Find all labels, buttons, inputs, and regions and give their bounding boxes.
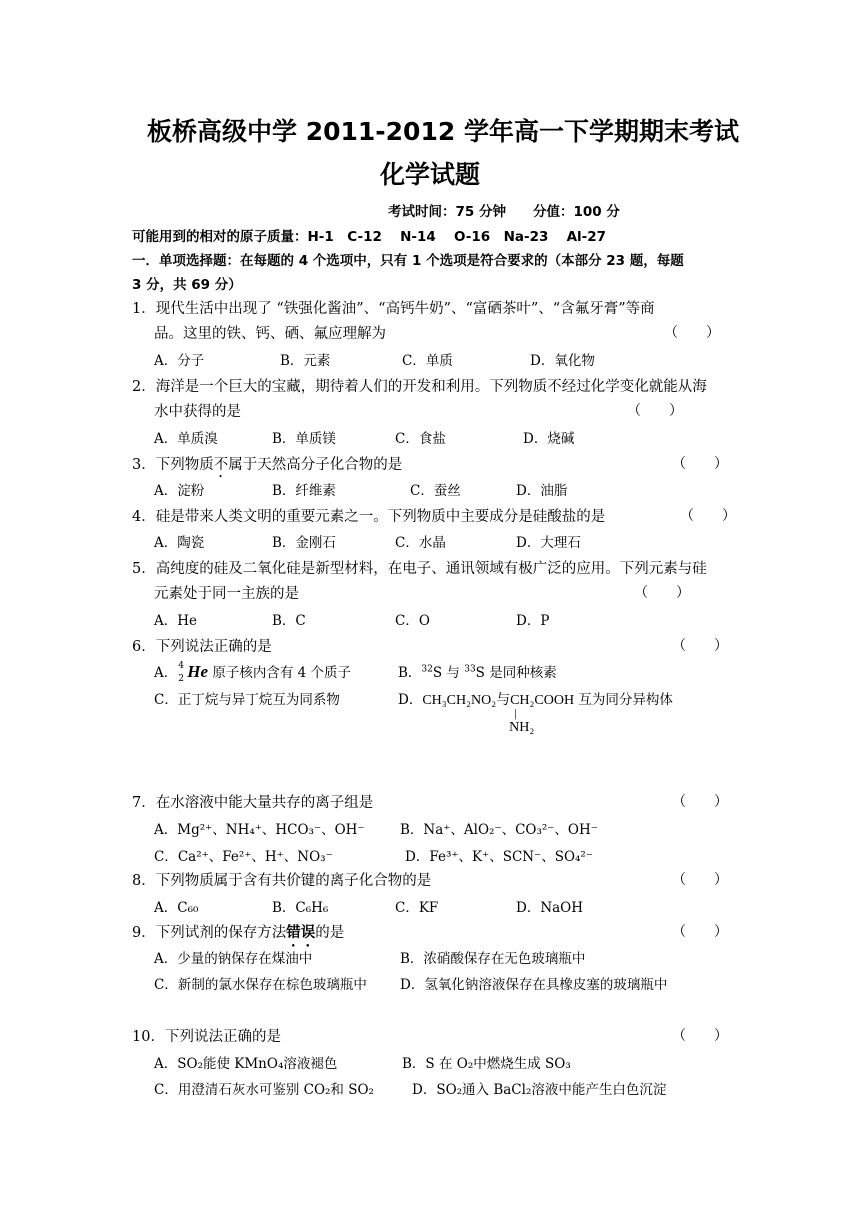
q9-stem-emphasis: 错误: [286, 924, 316, 941]
q5-option-c[interactable]: C．O: [395, 613, 430, 629]
q1-option-c[interactable]: C．单质: [402, 353, 453, 369]
page-subtitle: 化学试题: [380, 160, 481, 189]
q6-s33-mass: 33: [464, 664, 476, 675]
q10-option-b[interactable]: B．S 在 O₂中燃烧生成 SO₃: [402, 1056, 571, 1072]
q6-formula-and: 与: [496, 693, 511, 708]
q3-option-d[interactable]: D．油脂: [516, 483, 568, 499]
q4-option-b[interactable]: B．金刚石: [272, 535, 336, 551]
q8-option-c[interactable]: C．KF: [395, 900, 439, 916]
q6-option-a-label: A．: [154, 665, 178, 681]
q4-option-a[interactable]: A．陶瓷: [154, 535, 205, 551]
q6-formula-nitro: CH₃CH₂NO₂: [422, 693, 497, 708]
q3-option-b[interactable]: B．纤维素: [272, 483, 336, 499]
q6-answer-blank[interactable]: （ ）: [672, 638, 728, 654]
q7-option-c[interactable]: C．Ca²⁺、Fe²⁺、H⁺、NO₃⁻: [154, 849, 333, 865]
q9-stem-post: 的是: [315, 925, 345, 941]
q6-nuclide-notation: [177, 660, 187, 684]
page-title: 板桥高级中学 2011-2012 学年高一下学期期末考试: [147, 117, 739, 146]
q6-option-b-label: B．: [398, 665, 422, 681]
q3-option-a[interactable]: A．淀粉: [154, 483, 205, 499]
q8-option-d[interactable]: D．NaOH: [516, 900, 584, 916]
q6-option-d[interactable]: [398, 688, 673, 735]
q5-stem: 5．高纯度的硅及二氧化硅是新型材料，在电子、通讯领域有极广泛的应用。下列元素与硅: [132, 561, 707, 577]
q6-option-d-text: 互为同分异构体: [578, 692, 673, 708]
q6-formula-amino-main: CH₂COOH: [510, 693, 575, 708]
q2-stem-cont: 水中获得的是: [154, 404, 241, 420]
q6-formula-bond: |: [514, 706, 517, 720]
q6-option-c[interactable]: C．正丁烷与异丁烷互为同系物: [154, 692, 340, 708]
q6-atomic-number: 2: [178, 673, 184, 684]
q6-option-b-text: S 是同种核素: [475, 665, 557, 681]
q2-answer-blank[interactable]: （ ）: [627, 403, 683, 419]
q6-mass-number: 4: [178, 660, 184, 671]
q6-option-a[interactable]: [154, 661, 351, 682]
q10-option-c[interactable]: C．用澄清石灰水可鉴别 CO₂和 SO₂: [154, 1082, 374, 1098]
q2-option-b[interactable]: B．单质镁: [272, 431, 336, 447]
q3-stem-pre: 3．下列物质: [132, 457, 214, 473]
q4-option-c[interactable]: C．水晶: [395, 535, 446, 551]
q8-option-a[interactable]: A．C₆₀: [154, 900, 199, 916]
q5-stem-cont: 元素处于同一主族的是: [154, 586, 299, 602]
q1-answer-blank[interactable]: （ ）: [664, 325, 720, 341]
section-heading-cont: 3 分，共 69 分）: [132, 277, 242, 293]
q10-answer-blank[interactable]: （ ）: [672, 1028, 728, 1044]
q5-option-b[interactable]: B．C: [272, 613, 306, 629]
q7-option-d[interactable]: D．Fe³⁺、K⁺、SCN⁻、SO₄²⁻: [405, 849, 593, 865]
q1-option-a[interactable]: A．分子: [154, 353, 205, 369]
q6-formula-amino-acid: [509, 693, 575, 735]
q10-stem: 10．下列说法正确的是: [132, 1029, 281, 1045]
atomic-mass-line: 可能用到的相对的原子质量：H-1 C-12 N-14 O-16 Na-23 Al-27: [132, 229, 607, 245]
q2-option-d[interactable]: D．烧碱: [523, 431, 575, 447]
q6-stem: 6．下列说法正确的是: [132, 639, 272, 655]
q5-answer-blank[interactable]: （ ）: [634, 585, 690, 601]
q9-stem: [132, 921, 344, 950]
q9-option-d[interactable]: D．氢氧化钠溶液保存在具橡皮塞的玻璃瓶中: [400, 977, 668, 993]
q2-option-c[interactable]: C．食盐: [395, 431, 446, 447]
q4-answer-blank[interactable]: （ ）: [680, 508, 736, 524]
exam-info: 考试时间：75 分钟 分值：100 分: [388, 204, 620, 220]
q3-option-c[interactable]: C．蚕丝: [410, 483, 461, 499]
q6-formula-nh2: NH₂: [509, 720, 535, 735]
q1-stem: 1．现代生活中出现了 “铁强化酱油”、“高钙牛奶”、“富硒茶叶”、“含氟牙膏”等商: [132, 301, 655, 317]
q2-option-a[interactable]: A．单质溴: [154, 431, 218, 447]
q4-option-d[interactable]: D．大理石: [516, 535, 581, 551]
q7-stem: 7．在水溶液中能大量共存的离子组是: [132, 795, 374, 811]
q8-option-b[interactable]: B．C₆H₆: [272, 900, 329, 916]
q9-stem-pre: 9．下列试剂的保存方法: [132, 925, 287, 941]
q6-option-d-label: D．: [398, 692, 423, 708]
q9-option-a[interactable]: A．少量的钠保存在煤油中: [154, 951, 313, 967]
q1-option-b[interactable]: B．元素: [280, 353, 331, 369]
q3-stem-post: 属于天然高分子化合物的是: [228, 457, 403, 473]
q9-option-c[interactable]: C．新制的氯水保存在棕色玻璃瓶中: [154, 977, 367, 993]
q6-option-b-mid: S 与: [432, 665, 465, 681]
q10-option-d[interactable]: D．SO₂通入 BaCl₂溶液中能产生白色沉淀: [412, 1082, 667, 1098]
q6-s32-mass: 32: [421, 664, 433, 675]
q6-helium-symbol: He: [187, 662, 209, 681]
q6-option-b[interactable]: [398, 661, 557, 681]
q8-stem: 8．下列物质属于含有共价键的离子化合物的是: [132, 873, 432, 889]
q9-answer-blank[interactable]: （ ）: [672, 924, 728, 940]
q10-option-a[interactable]: A．SO₂能使 KMnO₄溶液褪色: [154, 1056, 338, 1072]
q5-option-d[interactable]: D．P: [516, 613, 550, 629]
q3-stem-emphasis: 不: [213, 457, 229, 473]
q8-answer-blank[interactable]: （ ）: [672, 872, 728, 888]
q4-stem: 4．硅是带来人类文明的重要元素之一。下列物质中主要成分是硅酸盐的是: [132, 509, 606, 525]
q6-option-a-text: 原子核内含有 4 个质子: [208, 665, 351, 681]
q3-answer-blank[interactable]: （ ）: [672, 456, 728, 472]
q7-answer-blank[interactable]: （ ）: [672, 794, 728, 810]
q2-stem: 2．海洋是一个巨大的宝藏，期待着人们的开发和利用。下列物质不经过化学变化就能从海: [132, 379, 707, 395]
q1-stem-cont: 品。这里的铁、钙、硒、氟应理解为: [154, 326, 386, 342]
q3-stem: [132, 453, 402, 481]
q7-option-b[interactable]: B．Na⁺、AlO₂⁻、CO₃²⁻、OH⁻: [400, 822, 598, 838]
section-heading: 一．单项选择题：在每题的 4 个选项中，只有 1 个选项是符合要求的（本部分 23 题，每题: [132, 253, 684, 269]
q9-option-b[interactable]: B．浓硝酸保存在无色玻璃瓶中: [400, 951, 586, 967]
q7-option-a[interactable]: A．Mg²⁺、NH₄⁺、HCO₃⁻、OH⁻: [154, 822, 365, 838]
q1-option-d[interactable]: D．氧化物: [530, 353, 595, 369]
q5-option-a[interactable]: A．He: [154, 613, 198, 629]
